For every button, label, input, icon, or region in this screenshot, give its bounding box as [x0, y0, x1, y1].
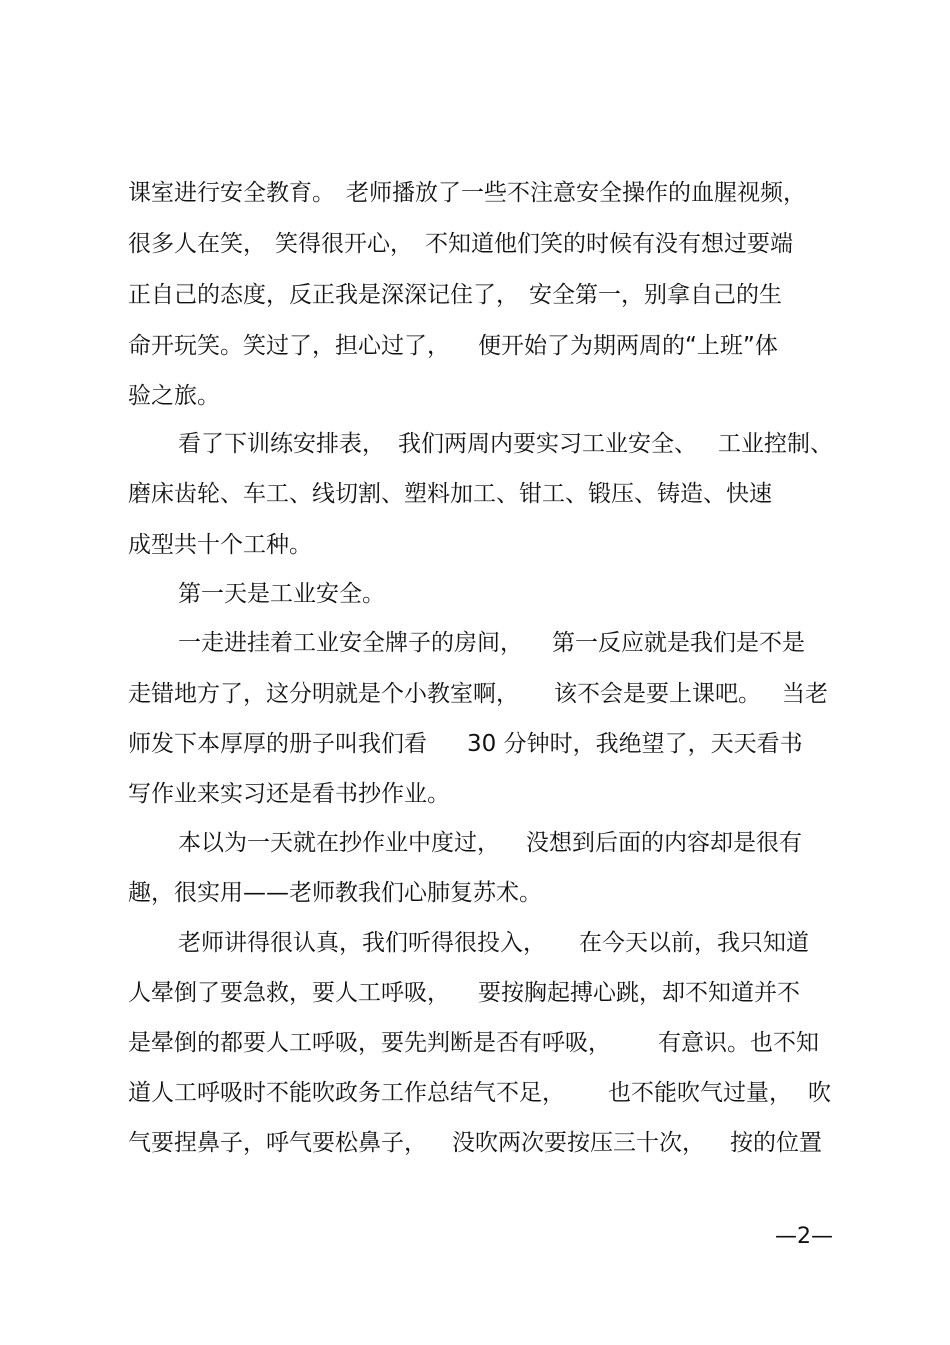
text-segment: 道人工呼吸时不能吹政务工作总结气不足， — [128, 1080, 565, 1106]
text-segment: 第一反应就是我们是不是 — [552, 630, 805, 656]
text-line — [0, 479, 950, 509]
text-segment: 老师讲得很认真，我们听得很投入， — [178, 930, 546, 956]
text-segment: 没想到后面的内容却是很有 — [526, 830, 802, 856]
text-segment: 当老 — [782, 681, 828, 707]
text-line — [0, 280, 950, 310]
text-segment: 命开玩笑。笑过了，担心过了， — [128, 333, 450, 359]
text-line — [0, 928, 950, 958]
text-line — [0, 331, 950, 361]
text-segment: 验之旅。 — [128, 383, 220, 409]
text-segment: 有意识。也不知 — [658, 1030, 819, 1056]
text-line — [0, 978, 950, 1008]
text-segment: 我们两周内要实习工业安全、 — [398, 431, 697, 457]
text-segment: 本以为一天就在抄作业中度过， — [178, 830, 500, 856]
text-segment: 师发下本厚厚的册子叫我们看 — [128, 731, 427, 757]
text-segment: 按的位置 — [730, 1130, 822, 1156]
text-line — [0, 381, 950, 411]
text-segment: 要按胸起搏心跳，却不知道并不 — [478, 980, 800, 1006]
text-segment: 写作业来实习还是看书抄作业。 — [128, 781, 450, 807]
text-segment: 工业控制、 — [718, 431, 833, 457]
text-segment: 正自己的态度，反正我是深深记住了， — [128, 282, 519, 308]
text-segment: 30 分钟时，我绝望了，天天看书 — [467, 731, 803, 757]
text-segment: 很多人在笑， — [128, 231, 266, 257]
text-line — [0, 878, 950, 908]
text-segment: 一走进挂着工业安全牌子的房间， — [178, 630, 523, 656]
text-line — [0, 1028, 950, 1058]
text-segment: 在今天以前，我只知道 — [579, 930, 809, 956]
text-line — [0, 828, 950, 858]
text-segment: 没吹两次要按压三十次， — [452, 1130, 705, 1156]
text-line — [0, 429, 950, 459]
text-line — [0, 729, 950, 759]
text-line — [0, 579, 950, 609]
text-segment: 不知道他们笑的时候有没有想过要端 — [425, 231, 793, 257]
text-segment: 老师播放了一些不注意安全操作的血腥视频， — [346, 180, 806, 206]
text-segment: 是晕倒的都要人工呼吸，要先判断是否有呼吸， — [128, 1030, 611, 1056]
text-line — [0, 530, 950, 560]
text-segment: 成型共十个工种。 — [128, 532, 312, 558]
text-segment: 该不会是要上课吧。 — [554, 681, 761, 707]
text-segment: 便开始了为期两周的“上班”体 — [478, 333, 778, 359]
page-number: —2— — [775, 1224, 833, 1249]
text-line — [0, 1078, 950, 1108]
text-segment: 课室进行安全教育。 — [128, 180, 335, 206]
text-segment: 人晕倒了要急救，要人工呼吸， — [128, 980, 450, 1006]
text-segment: 磨床齿轮、车工、线切割、塑料加工、钳工、锻压、铸造、快速 — [128, 481, 772, 507]
text-segment: 看了下训练安排表， — [178, 431, 385, 457]
text-segment: 吹 — [808, 1080, 831, 1106]
text-segment: 也不能吹气过量， — [608, 1080, 792, 1106]
text-line — [0, 679, 950, 709]
text-segment: 安全第一，别拿自己的生 — [529, 282, 782, 308]
text-segment: 笑得很开心， — [275, 231, 413, 257]
text-segment: 走错地方了，这分明就是个小教室啊， — [128, 681, 519, 707]
text-segment: 第一天是工业安全。 — [178, 581, 385, 607]
text-line — [0, 779, 950, 809]
text-line — [0, 628, 950, 658]
text-line — [0, 178, 950, 208]
text-segment: 趣，很实用——老师教我们心肺复苏术。 — [128, 880, 542, 906]
text-segment: 气要捏鼻子，呼气要松鼻子， — [128, 1130, 427, 1156]
text-line — [0, 229, 950, 259]
text-line — [0, 1128, 950, 1158]
